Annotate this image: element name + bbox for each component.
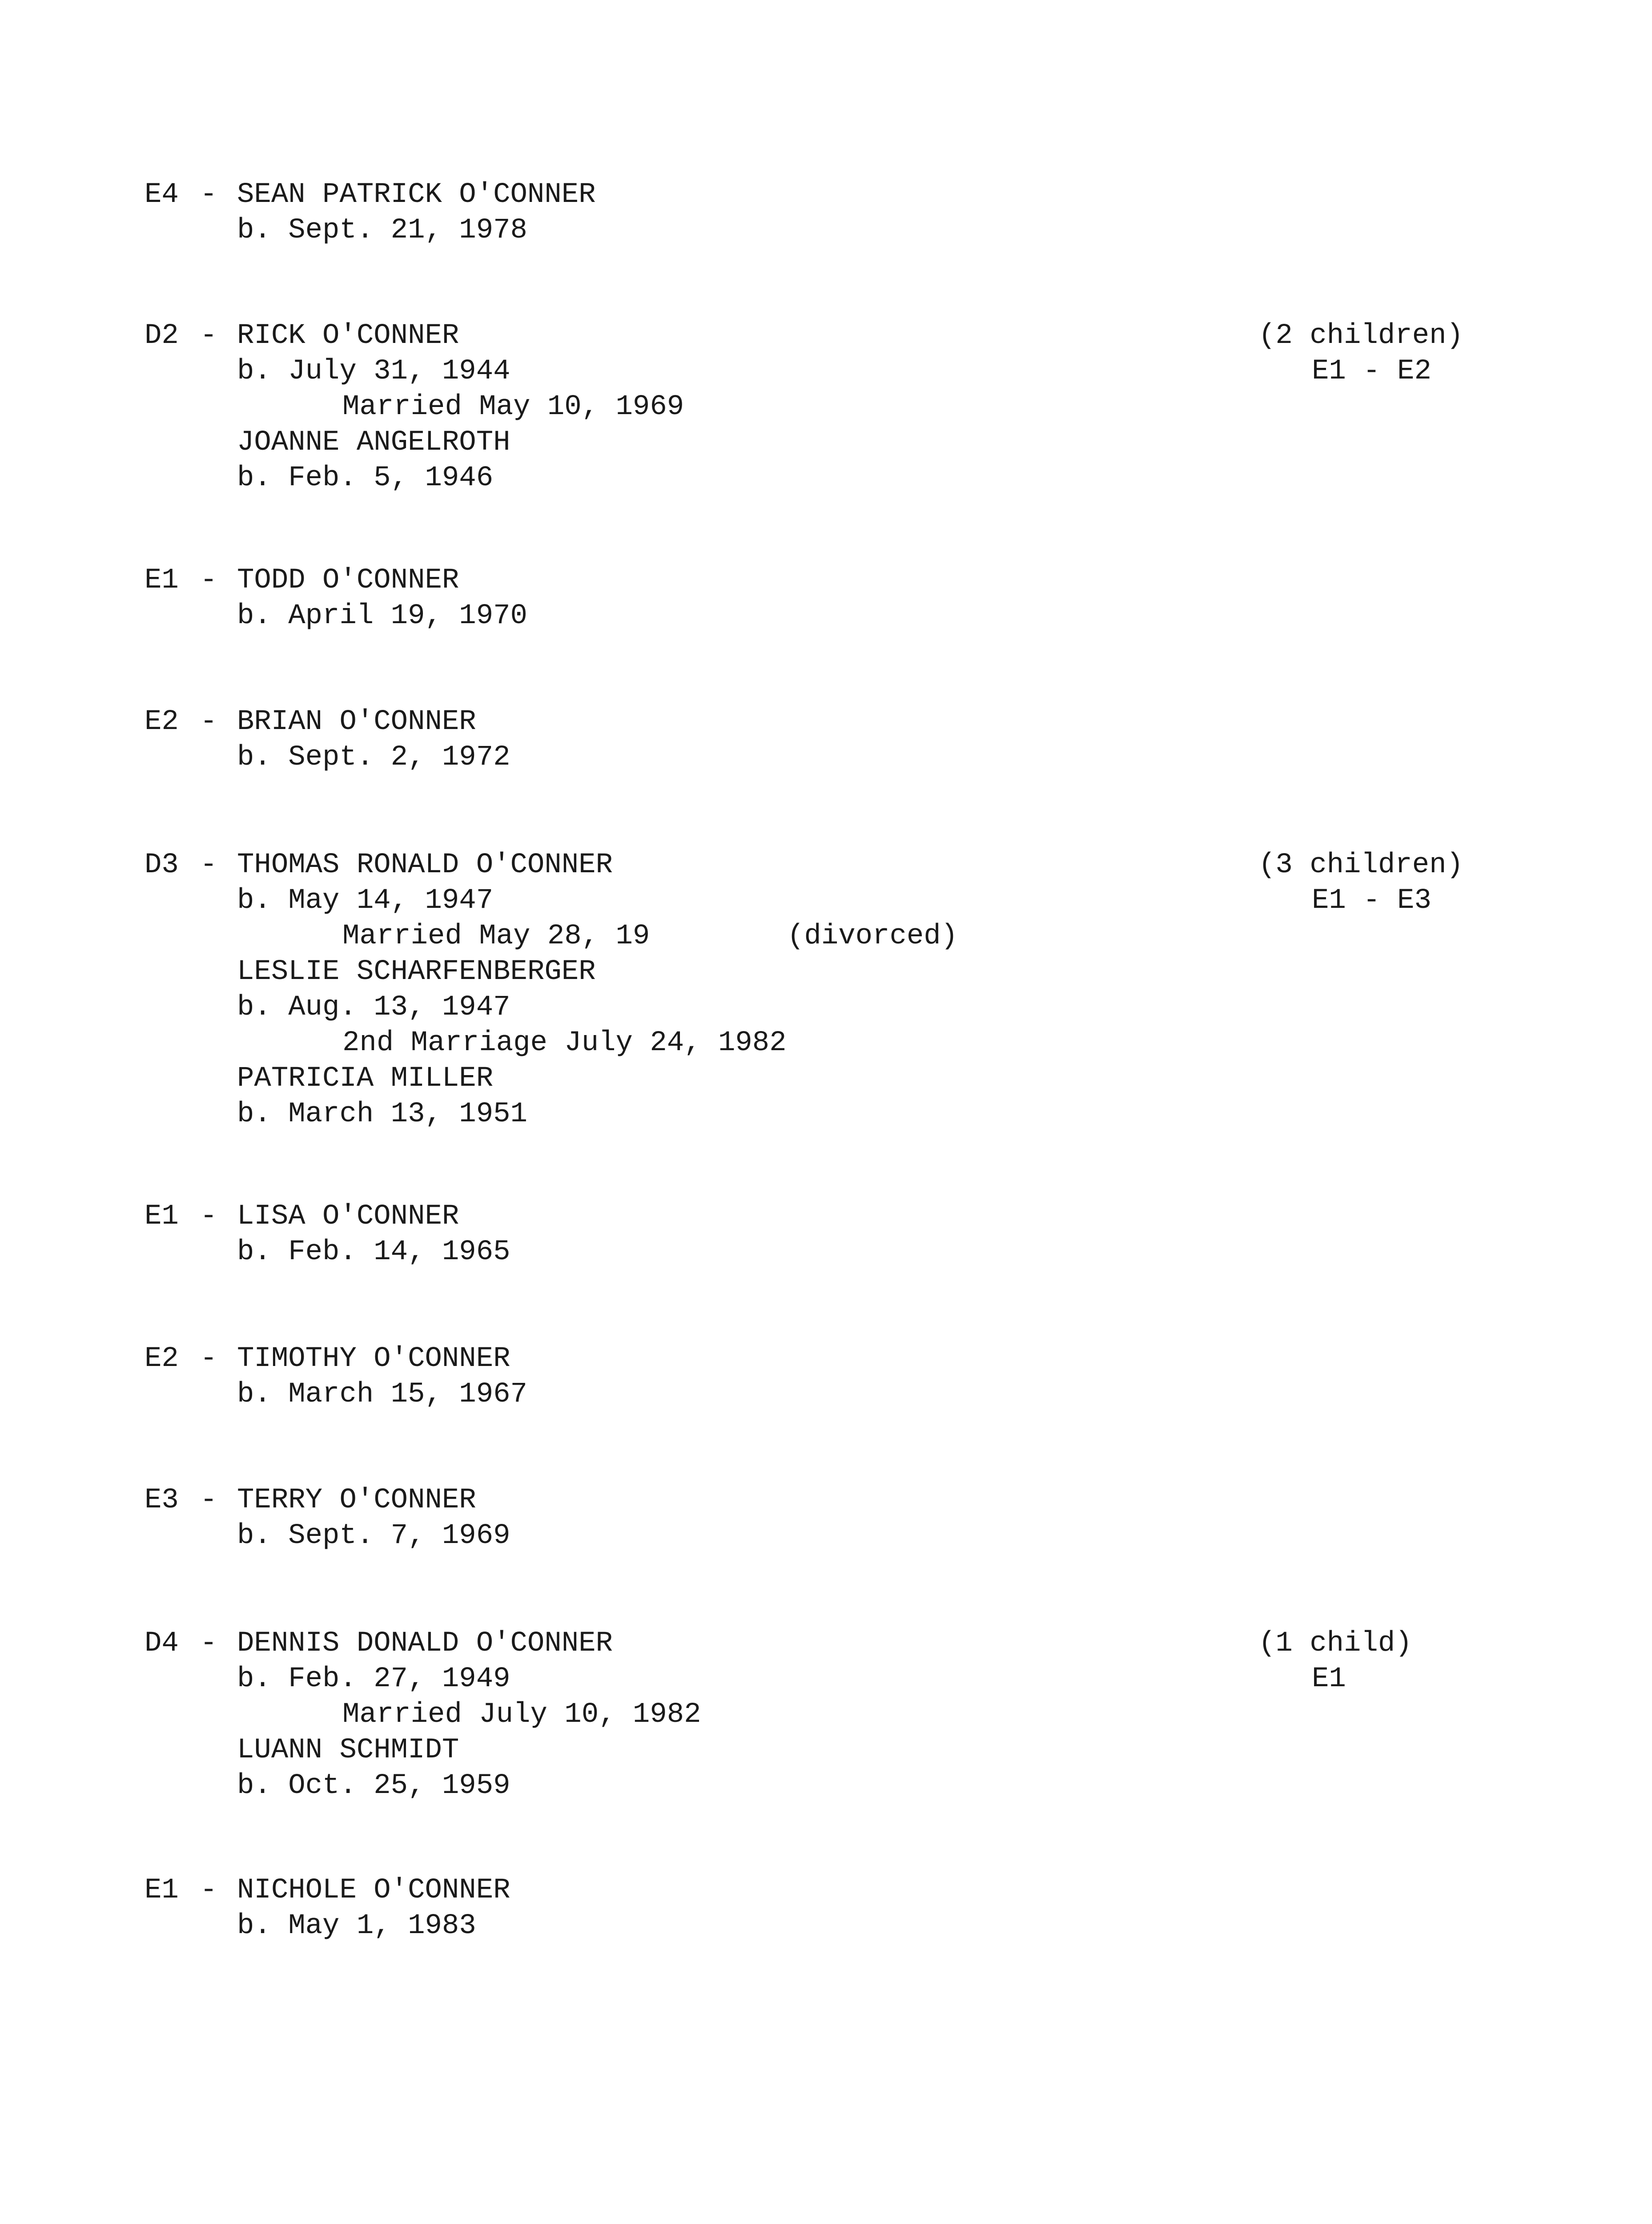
- entry-dash: -: [200, 706, 217, 738]
- spouse-birth: b. Oct. 25, 1959: [237, 1770, 510, 1802]
- entry-code: E2: [145, 706, 179, 738]
- entry-birth: b. Sept. 2, 1972: [237, 741, 510, 774]
- entry-dash: -: [200, 1484, 217, 1516]
- entry-code: E2: [145, 1343, 179, 1375]
- marriage-line: Married May 10, 1969: [342, 391, 684, 423]
- entry-name: BRIAN O'CONNER: [237, 706, 476, 738]
- spouse-birth: b. Feb. 5, 1946: [237, 462, 494, 494]
- spouse-name: LESLIE SCHARFENBERGER: [237, 956, 596, 988]
- entry-birth: b. Feb. 27, 1949: [237, 1663, 510, 1695]
- spouse-name: LUANN SCHMIDT: [237, 1734, 459, 1766]
- children-count: (2 children): [1258, 320, 1463, 352]
- entry-dash: -: [200, 1343, 217, 1375]
- entry-birth: b. May 1, 1983: [237, 1910, 476, 1942]
- entry-name: RICK O'CONNER: [237, 320, 459, 352]
- children-range: E1 - E3: [1312, 885, 1431, 917]
- entry-dash: -: [200, 320, 217, 352]
- entry-name: TERRY O'CONNER: [237, 1484, 476, 1516]
- entry-birth: b. April 19, 1970: [237, 600, 527, 632]
- entry-name: NICHOLE O'CONNER: [237, 1874, 510, 1906]
- entry-code: D2: [145, 320, 179, 352]
- children-range: E1: [1312, 1663, 1346, 1695]
- entry-dash: -: [200, 1628, 217, 1660]
- spouse-birth: b. Aug. 13, 1947: [237, 991, 510, 1023]
- entry-code: E1: [145, 1201, 179, 1233]
- entry-birth: b. Sept. 21, 1978: [237, 214, 527, 246]
- entry-code: D3: [145, 849, 179, 881]
- entry-name: DENNIS DONALD O'CONNER: [237, 1628, 613, 1660]
- second-spouse-name: PATRICIA MILLER: [237, 1063, 494, 1095]
- children-count: (1 child): [1258, 1628, 1412, 1660]
- entry-name: LISA O'CONNER: [237, 1201, 459, 1233]
- entry-code: E1: [145, 1874, 179, 1906]
- entry-dash: -: [200, 1874, 217, 1906]
- entry-code: E3: [145, 1484, 179, 1516]
- entry-birth: b. March 15, 1967: [237, 1378, 527, 1410]
- second-marriage-line: 2nd Marriage July 24, 1982: [342, 1027, 787, 1059]
- children-range: E1 - E2: [1312, 355, 1431, 387]
- entry-birth: b. Sept. 7, 1969: [237, 1520, 510, 1552]
- entry-name: TODD O'CONNER: [237, 564, 459, 596]
- entry-dash: -: [200, 1201, 217, 1233]
- spouse-name: JOANNE ANGELROTH: [237, 427, 510, 459]
- entry-code: E1: [145, 564, 179, 596]
- marriage-line: Married May 28, 19: [342, 920, 650, 952]
- entry-name: TIMOTHY O'CONNER: [237, 1343, 510, 1375]
- entry-name: THOMAS RONALD O'CONNER: [237, 849, 613, 881]
- children-count: (3 children): [1258, 849, 1463, 881]
- entry-birth: b. July 31, 1944: [237, 355, 510, 387]
- entry-dash: -: [200, 179, 217, 211]
- entry-dash: -: [200, 564, 217, 596]
- entry-code: D4: [145, 1628, 179, 1660]
- entry-name: SEAN PATRICK O'CONNER: [237, 179, 596, 211]
- second-spouse-birth: b. March 13, 1951: [237, 1098, 527, 1130]
- entry-dash: -: [200, 849, 217, 881]
- entry-birth: b. Feb. 14, 1965: [237, 1236, 510, 1268]
- entry-code: E4: [145, 179, 179, 211]
- marriage-note: (divorced): [787, 920, 958, 952]
- entry-birth: b. May 14, 1947: [237, 885, 494, 917]
- marriage-line: Married July 10, 1982: [342, 1699, 701, 1731]
